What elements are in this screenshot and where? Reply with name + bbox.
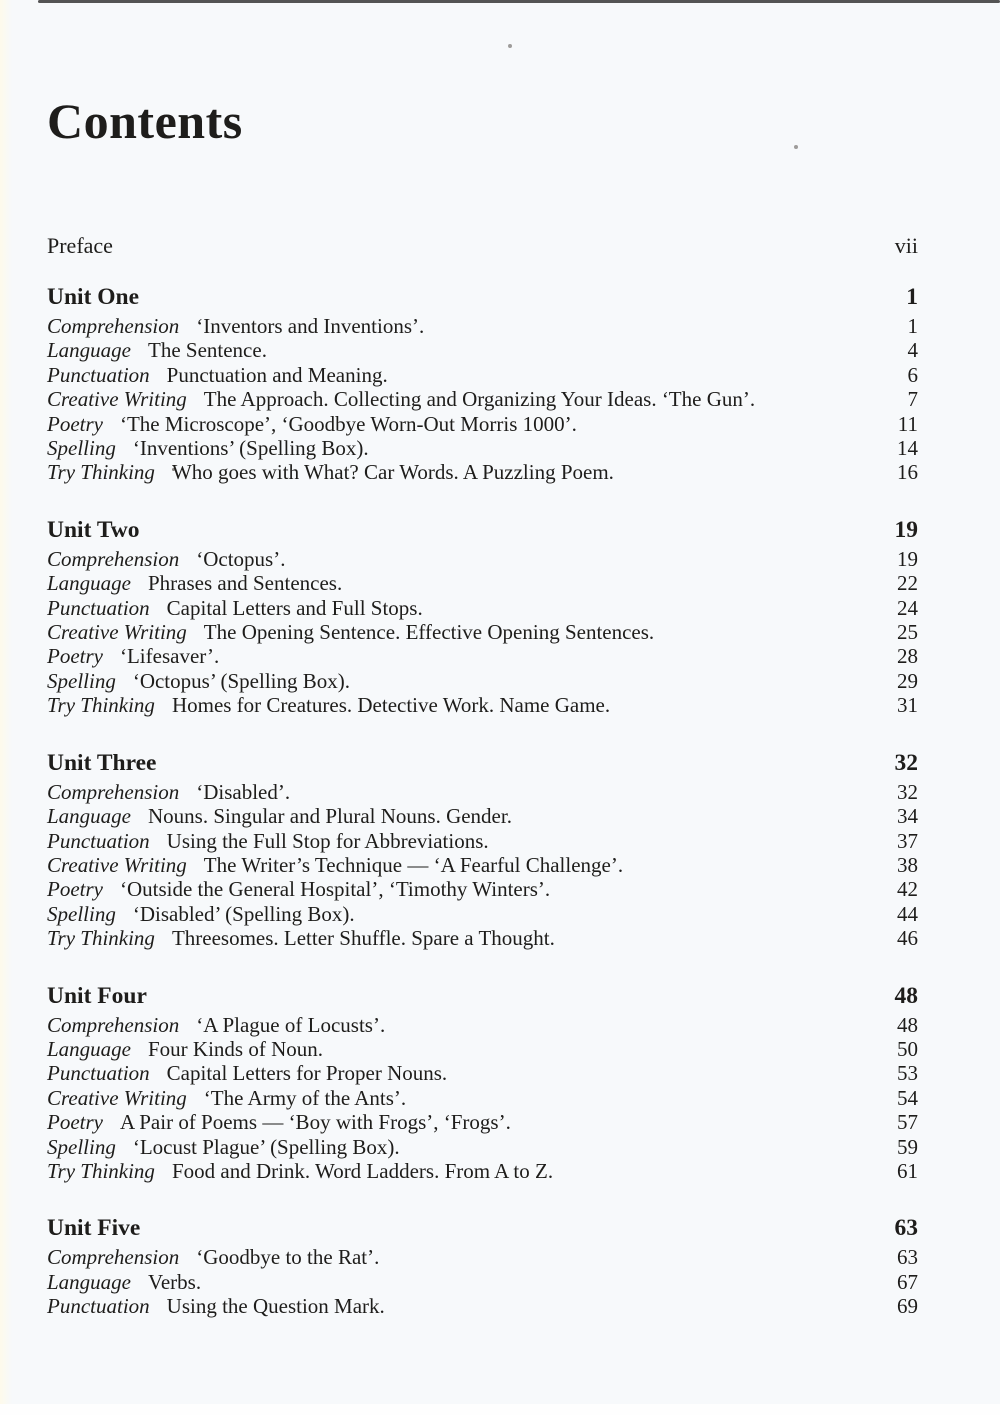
unit-page-number: 63 [894,1215,918,1242]
entry-page-number: 14 [897,436,918,461]
toc-entry-row [47,363,918,387]
entry-description: Threesomes. Letter Shuffle. Spare a Thought. [171,926,555,951]
entry-text [47,853,623,877]
entry-page-number: 22 [897,571,918,596]
page-title: Contents [47,93,243,149]
entry-description: ‘Locust Plague’ (Spelling Box). [132,1134,400,1159]
entry-page-number: 61 [897,1158,918,1183]
entry-description: ‘A Plague of Locusts’. [196,1012,386,1037]
entry-text [47,902,355,926]
entry-text [47,571,342,595]
entry-page-number: 28 [897,644,918,669]
entry-page-number: 4 [907,338,918,363]
toc-entry-row [47,387,918,411]
entry-text [47,596,423,620]
entry-page-number: 24 [897,595,918,620]
entry-category: Language [47,571,131,596]
scan-bottom-edge [0,1404,1000,1415]
unit-section [47,517,918,718]
entry-category: Language [47,804,131,829]
entry-text [47,314,424,338]
entry-category: Spelling [47,436,116,461]
unit-title: Unit Five [47,1215,141,1242]
toc-entry-row [47,596,918,620]
toc-entry-row [47,571,918,595]
entry-page-number: 11 [897,411,918,436]
entry-category: Poetry [47,1110,103,1135]
entry-description: The Approach. Collecting and Organizing Your Ideas. ‘The Gun’. [203,387,756,412]
entry-description: Phrases and Sentences. [148,571,343,596]
entry-description: Four Kinds of Noun. [148,1036,324,1061]
entry-category: Poetry [47,411,103,436]
entry-text [47,644,219,668]
entry-description: Nouns. Singular and Plural Nouns. Gender. [148,804,512,829]
entry-description: Homes for Creatures. Detective Work. Name Game. [171,693,611,718]
entry-page-number: 46 [897,926,918,951]
preface-label: Preface [47,233,113,258]
entry-text [47,693,610,717]
entry-category: Punctuation [47,362,150,387]
entry-description: ‘Goodbye to the Rat’. [196,1245,380,1270]
entry-text [47,829,489,853]
entry-category: Comprehension [47,779,180,804]
unit-page-number: 32 [894,749,918,776]
toc-entry-row [47,780,918,804]
entry-page-number: 25 [897,620,918,645]
toc-entry-row [47,1013,918,1037]
toc-entry-row [47,547,918,571]
entry-text [47,926,555,950]
toc-entry-row [47,693,918,717]
entry-description: Punctuation and Meaning. [166,362,388,387]
entry-page-number: 31 [897,693,918,718]
entry-page-number: 53 [897,1061,918,1086]
entry-description: Who goes with What? Car Words. A Puzzling Poem. [171,460,614,485]
unit-heading-row [47,517,918,544]
entry-page-number: 7 [907,387,918,412]
entry-description: ‘Disabled’. [196,779,291,804]
entry-category: Creative Writing [47,620,187,645]
entry-category: Comprehension [47,314,180,338]
toc-entry-row [47,338,918,362]
toc-entry-row [47,877,918,901]
toc-entry-row [47,1086,918,1110]
entry-category: Spelling [47,1134,116,1159]
entry-category: Comprehension [47,1245,180,1270]
entry-category: Language [47,338,131,363]
entry-description: ‘Disabled’ (Spelling Box). [132,901,355,926]
entry-text [47,877,550,901]
entry-category: Punctuation [47,1061,150,1086]
entry-description: ‘The Army of the Ants’. [203,1085,407,1110]
entry-description: ‘Inventors and Inventions’. [196,314,425,338]
entry-category: Creative Writing [47,852,187,877]
unit-heading-row [47,983,918,1010]
entry-category: Spelling [47,901,116,926]
scan-edge-artifact [38,0,1000,3]
entry-text [47,1086,406,1110]
toc-entry-row [47,669,918,693]
entry-text [47,436,369,460]
toc-entry-row [47,1270,918,1294]
entry-description: ‘Octopus’ (Spelling Box). [132,668,350,693]
toc-entry-row [47,1061,918,1085]
entry-page-number: 16 [897,460,918,485]
entry-description: ‘Inventions’ (Spelling Box). [132,436,369,461]
toc-entry-row [47,853,918,877]
unit-title: Unit Two [47,516,140,543]
toc-entry-row [47,1294,918,1318]
unit-heading-row [47,1215,918,1242]
toc-entry-row [47,620,918,644]
entry-category: Creative Writing [47,1085,187,1110]
entry-text [47,804,512,828]
entry-page-number: 6 [907,362,918,387]
entry-page-number: 42 [897,877,918,902]
entry-page-number: 57 [897,1110,918,1135]
toc-entry-row [47,1110,918,1134]
entry-text [47,1159,553,1183]
entry-category: Comprehension [47,1012,180,1037]
entry-description: A Pair of Poems — ‘Boy with Frogs’, ‘Frogs’. [119,1110,511,1135]
entry-page-number: 50 [897,1036,918,1061]
entry-page-number: 1 [907,314,918,338]
unit-heading-row [47,284,918,311]
entry-category: Spelling [47,668,116,693]
entry-text [47,1013,385,1037]
entry-text [47,1110,511,1134]
entry-page-number: 67 [897,1269,918,1294]
entry-category: Try Thinking [47,926,155,951]
entry-page-number: 37 [897,828,918,853]
entry-category: Creative Writing [47,387,187,412]
entry-page-number: 54 [897,1085,918,1110]
entry-description: Using the Full Stop for Abbreviations. [166,828,489,853]
entry-description: Capital Letters and Full Stops. [166,595,423,620]
unit-heading-row [47,750,918,777]
entry-category: Poetry [47,877,103,902]
toc-entry-row [47,1037,918,1061]
toc-entry-row [47,1159,918,1183]
entry-text [47,1061,447,1085]
entry-text [47,1270,201,1294]
entry-description: ‘The Microscope’, ‘Goodbye Worn-Out Morris 1000’. [119,411,577,436]
entry-description: Food and Drink. Word Ladders. From A to Z. [171,1158,554,1183]
entry-category: Language [47,1269,131,1294]
toc-entry-row [47,926,918,950]
entry-text [47,387,755,411]
entry-category: Poetry [47,644,103,669]
entry-description: Capital Letters for Proper Nouns. [166,1061,448,1086]
entry-category: Language [47,1036,131,1061]
unit-page-number: 1 [906,284,918,310]
entry-text [47,1245,379,1269]
entry-category: Try Thinking [47,460,155,485]
table-of-contents [0,93,1000,1319]
unit-page-number: 19 [894,516,918,543]
unit-section [47,750,918,951]
entry-description: The Opening Sentence. Effective Opening Sentences. [203,620,655,645]
unit-title: Unit Four [47,982,147,1009]
entry-text [47,780,290,804]
toc-entry-row [47,829,918,853]
unit-entries [47,1013,918,1184]
entry-text [47,547,285,571]
entry-page-number: 29 [897,668,918,693]
entry-text [47,460,614,484]
entry-category: Try Thinking [47,1158,155,1183]
entry-page-number: 34 [897,804,918,829]
entry-text [47,1037,323,1061]
unit-title: Unit One [47,284,140,310]
preface-page-number: vii [894,233,918,258]
unit-entries [47,314,918,485]
entry-page-number: 44 [897,901,918,926]
entry-description: The Writer’s Technique — ‘A Fearful Challenge’. [203,852,624,877]
toc-entry-row [47,460,918,484]
toc-entry-row [47,314,918,338]
scan-speck [508,44,512,48]
unit-entries [47,547,918,718]
entry-page-number: 48 [897,1012,918,1037]
toc-entry-row [47,902,918,926]
entry-page-number: 19 [897,546,918,571]
unit-entries [47,1245,918,1318]
entry-page-number: 69 [897,1294,918,1319]
entry-page-number: 32 [897,779,918,804]
entry-text [47,669,350,693]
entry-text [47,412,577,436]
entry-category: Punctuation [47,595,150,620]
unit-section [47,1215,918,1318]
entry-category: Punctuation [47,828,150,853]
preface-row [47,233,918,258]
entry-category: Comprehension [47,546,180,571]
entry-page-number: 63 [897,1245,918,1270]
toc-entry-row [47,1245,918,1269]
units-list [47,284,918,1319]
entry-description: ‘Outside the General Hospital’, ‘Timothy Winters’. [119,877,551,902]
toc-entry-row [47,436,918,460]
entry-description: ‘Lifesaver’. [119,644,220,669]
unit-section [47,983,918,1184]
entry-page-number: 59 [897,1134,918,1159]
entry-category: Try Thinking [47,693,155,718]
entry-text [47,620,654,644]
unit-entries [47,780,918,951]
entry-description: Verbs. [148,1269,202,1294]
entry-description: Using the Question Mark. [166,1294,385,1319]
entry-text [47,1135,400,1159]
unit-page-number: 48 [894,982,918,1009]
toc-entry-row [47,412,918,436]
entry-page-number: 38 [897,852,918,877]
toc-entry-row [47,1135,918,1159]
entry-text [47,363,388,387]
unit-section [47,284,918,485]
entry-text [47,338,267,362]
entry-description: ‘Octopus’. [196,546,286,571]
toc-entry-row [47,804,918,828]
toc-entry-row [47,644,918,668]
entry-description: The Sentence. [148,338,267,363]
entry-text [47,1294,385,1318]
entry-category: Punctuation [47,1294,150,1319]
unit-title: Unit Three [47,749,157,776]
